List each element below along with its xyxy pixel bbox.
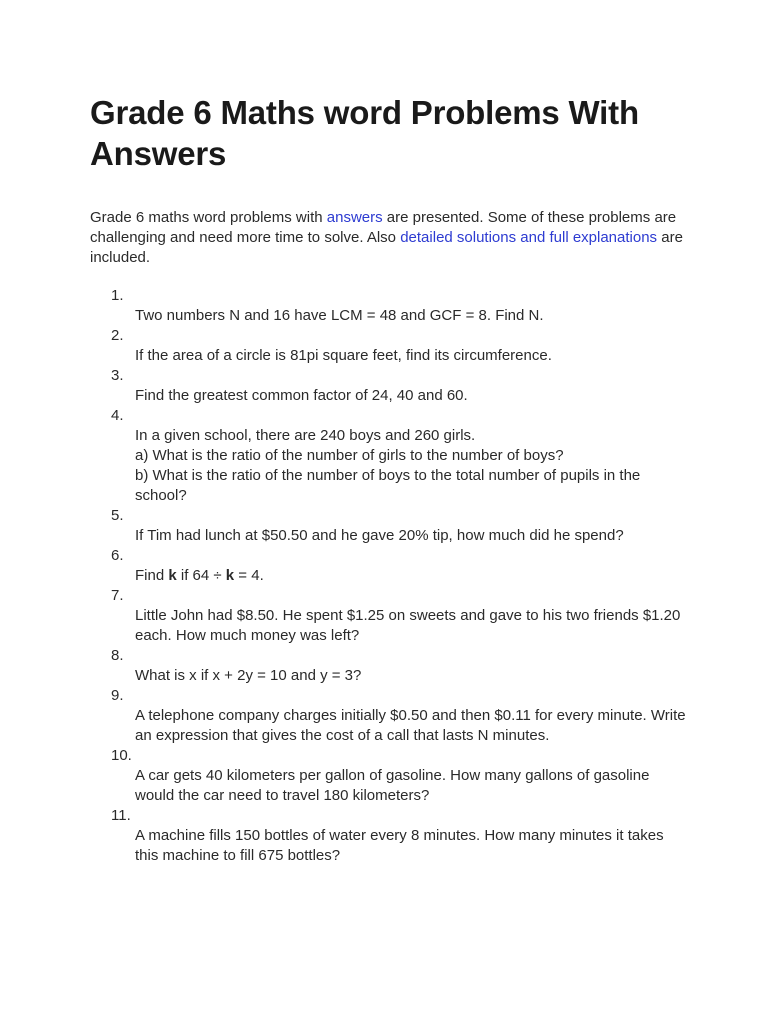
problem-number: 8.: [111, 647, 124, 664]
answers-link[interactable]: answers: [326, 209, 383, 226]
problem-number: 9.: [111, 687, 124, 704]
problem-line: b) What is the ratio of the number of boys to the total number of pupils in the school?: [135, 467, 641, 504]
page-title: Grade 6 Maths word Problems With Answers: [90, 94, 639, 172]
problem-text-part: Find: [135, 567, 169, 584]
problem-text: A machine fills 150 bottles of water every 8 minutes. How many minutes it takes this machine to fill 675 bottles?: [135, 827, 664, 864]
problem-item: [90, 586, 690, 646]
problem-text: If the area of a circle is 81pi square feet, find its circumference.: [135, 347, 552, 364]
problem-text: [90, 426, 690, 506]
problem-line: In a given school, there are 240 boys and 260 girls.: [135, 427, 476, 444]
problem-number: 10.: [111, 747, 132, 764]
problem-number: 2.: [111, 327, 124, 344]
problem-text: If Tim had lunch at $50.50 and he gave 20% tip, how much did he spend?: [135, 527, 624, 544]
problem-item: [90, 506, 690, 546]
problem-text: A car gets 40 kilometers per gallon of gasoline. How many gallons of gasoline would the car need to travel 180 kilometers?: [135, 767, 650, 804]
problem-text-part: if 64 ÷: [176, 567, 226, 584]
intro-text-3: are included.: [90, 229, 683, 266]
problem-number: 7.: [111, 587, 124, 604]
problem-text: Find the greatest common factor of 24, 40 and 60.: [135, 387, 468, 404]
problem-item: [90, 686, 690, 746]
problem-item: [90, 366, 690, 406]
problem-item: [90, 546, 690, 586]
problem-text: Little John had $8.50. He spent $1.25 on sweets and gave to his two friends $1.20 each. How much money was left?: [135, 607, 681, 644]
problem-item: [90, 286, 690, 326]
variable-k: k: [168, 567, 177, 584]
problem-item: [90, 406, 690, 506]
problem-number: 11.: [111, 807, 131, 824]
problem-number: 6.: [111, 547, 124, 564]
problem-number: 3.: [111, 367, 124, 384]
detailed-solutions-link[interactable]: detailed solutions and full explanations: [400, 229, 658, 246]
problem-text: A telephone company charges initially $0.50 and then $0.11 for every minute. Write an expression that gives the cost of a call that lasts N minutes.: [135, 707, 686, 744]
problem-line: a) What is the ratio of the number of girls to the number of boys?: [135, 447, 564, 464]
problem-number: 4.: [111, 407, 124, 424]
problem-number: 5.: [111, 507, 124, 524]
problem-item: [90, 746, 690, 806]
article: [90, 92, 690, 866]
problem-text: [90, 566, 690, 586]
problem-item: [90, 806, 690, 866]
intro-text-2: are presented. Some of these problems are challenging and need more time to solve. Also: [90, 209, 677, 246]
problem-text-part: = 4.: [234, 567, 264, 584]
problem-list: [90, 286, 690, 866]
variable-k: k: [225, 567, 235, 584]
problem-item: [90, 326, 690, 366]
intro-text-1: Grade 6 maths word problems with: [90, 209, 327, 226]
problem-text: What is x if x + 2y = 10 and y = 3?: [135, 667, 362, 684]
problem-number: 1.: [111, 287, 124, 304]
intro-paragraph: [90, 208, 690, 268]
problem-text: Two numbers N and 16 have LCM = 48 and GCF = 8. Find N.: [135, 307, 544, 324]
problem-item: [90, 646, 690, 686]
